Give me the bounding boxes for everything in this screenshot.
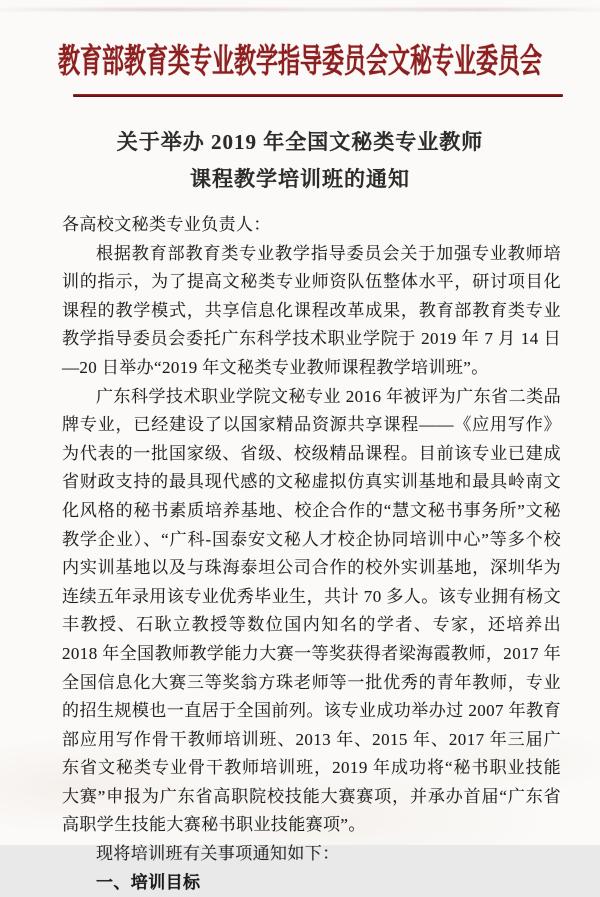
body-paragraph: 现将培训班有关事项通知如下： (96, 844, 340, 864)
body-paragraph: 广东科学技术职业学院文秘专业 2016 年被评为广东省二类品牌专业，已经建设了以国家精品资源共享课程——《应用写作》为代表的一批国家级、省级、校级精品课程。目前该专业已建成省财政支持的最具现代感的文秘虚拟仿真实训基地和最具岭南文化风格的秘书素质培养基地、校企合作的“慧文秘书事务所”文秘教学企业）、“广科-国泰安文秘人才校企协同培训中心”等多个校内实训基地以及与珠海泰坦公司合作的校外实训基地，深圳华为连续五年录用该专业优秀毕业生，共计 70 多人。该专业拥有杨文丰教授、石耿立教授等数位国内知名的学者、专家，还培养出 2018 年全国教师教学能力大赛一等奖获得者梁海霞教师，2017 年全国信息化大赛三等奖翁方珠老师等一批优秀的青年教师，专业的招生规模也一直居于全国前列。该专业成功举办过 2007 年教育部应用写作骨干教师培训班、2013 年、2015 年、2017 年三届广东省文秘类专业骨干教师培训班，2019 年成功将“秘书职业技能大赛”申报为广东省高职院校技能大赛赛项，并承办首届“广东省高职学生技能大赛秘书职业技能赛项”。 (62, 386, 561, 835)
section-heading: 一、培训目标 (96, 872, 201, 892)
org-header-title: 教育部教育类专业教学指导委员会文秘专业委员会 (57, 42, 542, 80)
notice-title-line1: 关于举办 2019 年全国文秘类专业教师 (116, 130, 484, 154)
scan-artifact-line (0, 8, 600, 11)
notice-title-line2: 课程教学培训班的通知 (190, 167, 410, 191)
salutation: 各高校文秘类专业负责人： (62, 215, 271, 234)
notice-title (0, 124, 600, 198)
body-paragraph: 根据教育部教育类专业教学指导委员会关于加强专业教师培训的指示，为了提高文秘类专业师资队伍整体水平，研讨项目化课程的教学模式，共享信息化课程改革成果，教育部教育类专业教学指导委员会委托广东科学技术职业学院于 2019 年 7 月 14 日—20 日举办“2019 年文秘类专业教师课程教学培训班”。 (62, 243, 561, 377)
notice-body (62, 211, 561, 897)
header-red-rule (73, 94, 563, 97)
